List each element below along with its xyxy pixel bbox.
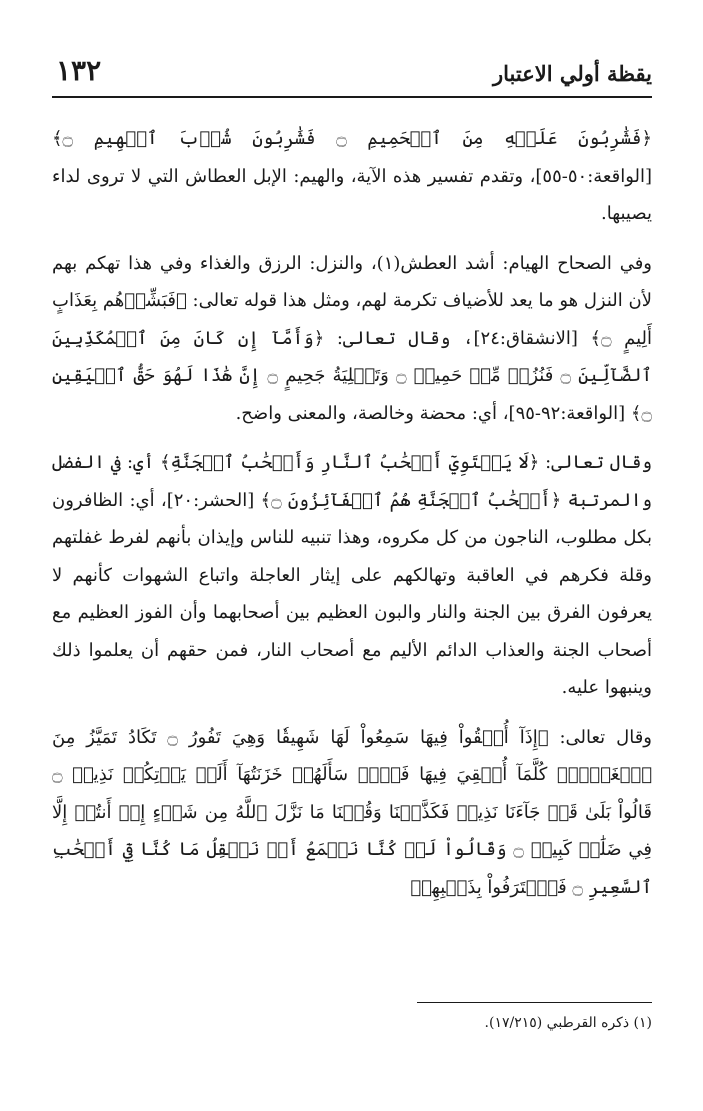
footnote-divider bbox=[417, 1002, 652, 1003]
footnote: (١) ذكره القرطبي (١٧/٢١٥). bbox=[484, 1015, 652, 1031]
page-header bbox=[52, 52, 652, 98]
running-title: يقظة أولي الاعتبار bbox=[492, 61, 652, 86]
page-body bbox=[52, 120, 652, 906]
paragraph-3: وقال تعالى: ﴿لَا يَسۡتَوِيٓ أَصۡحَٰبُ ٱلنَّارِ وَأَصۡحَٰبُ ٱلۡجَنَّةِ﴾ أي: في الفضل والمرتبة ﴿أَصۡحَٰبُ ٱلۡجَنَّةِ هُمُ ٱلۡفَآئِزُونَ ۝﴾ [الحشر:٢٠]، أي: الظافرون بكل مطلوب، الناجون من كل مكروه، وهذا تنبيه للناس وإيذان بأنهم لفرط غفلتهم وقلة فكرهم في العاقبة وتهالكهم على إيثار العاجلة واتباع الشهوات كأنهم لا يعرفون الفرق بين الجنة والنار والبون العظيم بين أصحابهما وأن الفوز العظيم مع أصحاب الجنة والعذاب الدائم الأليم مع أصحاب النار، فمن حقهم أن يعلموا ذلك وينبهوا عليه. bbox=[52, 452, 652, 698]
book-page bbox=[52, 52, 652, 1062]
paragraph-2: وفي الصحاح الهيام: أشد العطش(١)، والنزل: الرزق والغذاء وفي هذا تهكم بهم لأن النزل هو ما يعد للأضياف تكرمة لهم، ومثل هذا قوله تعالى: ﴿فَبَشِّرۡهُم بِعَذَابٍ أَلِيمٍ ۝﴾ [الانشقاق:٢٤]، وقال تعالى: ﴿وَأَمَّآ إِن كَانَ مِنَ ٱلۡمُكَذِّبِينَ ٱلضَّآلِّينَ ۝ فَنُزُلٞ مِّنۡ حَمِيمٖ ۝ وَتَصۡلِيَةُ جَحِيمٍ ۝ إِنَّ هَٰذَا لَهُوَ حَقُّ ٱلۡيَقِينِ ۝﴾ [الواقعة:٩٢-٩٥]، أي: محضة وخالصة، والمعنى واضح. bbox=[52, 252, 652, 424]
page-number: ١٣٢ bbox=[56, 54, 102, 87]
paragraph-4: وقال تعالى: ﴿إِذَآ أُلۡقُواْ فِيهَا سَمِعُواْ لَهَا شَهِيقٗا وَهِيَ تَفُورُ ۝ تَكَادُ تَمَيَّزُ مِنَ ٱلۡغَيۡظِۖ كُلَّمَآ أُلۡقِيَ فِيهَا فَوۡجٞ سَأَلَهُمۡ خَزَنَتُهَآ أَلَمۡ يَأۡتِكُمۡ نَذِيرٞ ۝ قَالُواْ بَلَىٰ قَدۡ جَآءَنَا نَذِيرٞ فَكَذَّبۡنَا وَقُلۡنَا مَا نَزَّلَ ٱللَّهُ مِن شَيۡءٍ إِنۡ أَنتُمۡ إِلَّا فِي ضَلَٰلٖ كَبِيرٖ ۝ وَقَالُواْ لَوۡ كُنَّا نَسۡمَعُ أَوۡ نَعۡقِلُ مَا كُنَّا فِيٓ أَصۡحَٰبِ ٱلسَّعِيرِ ۝ فَٱعۡتَرَفُواْ بِذَنۢبِهِمۡ bbox=[52, 726, 653, 898]
paragraph-1: ﴿فَشَٰرِبُونَ عَلَيۡهِ مِنَ ٱلۡحَمِيمِ ۝ فَشَٰرِبُونَ شُرۡبَ ٱلۡهِيمِ ۝﴾ [الواقعة:٥٠-٥٥]، وتقدم تفسير هذه الآية، والهيم: الإبل العطاش التي لا تروى لداء يصيبها. bbox=[52, 128, 653, 224]
